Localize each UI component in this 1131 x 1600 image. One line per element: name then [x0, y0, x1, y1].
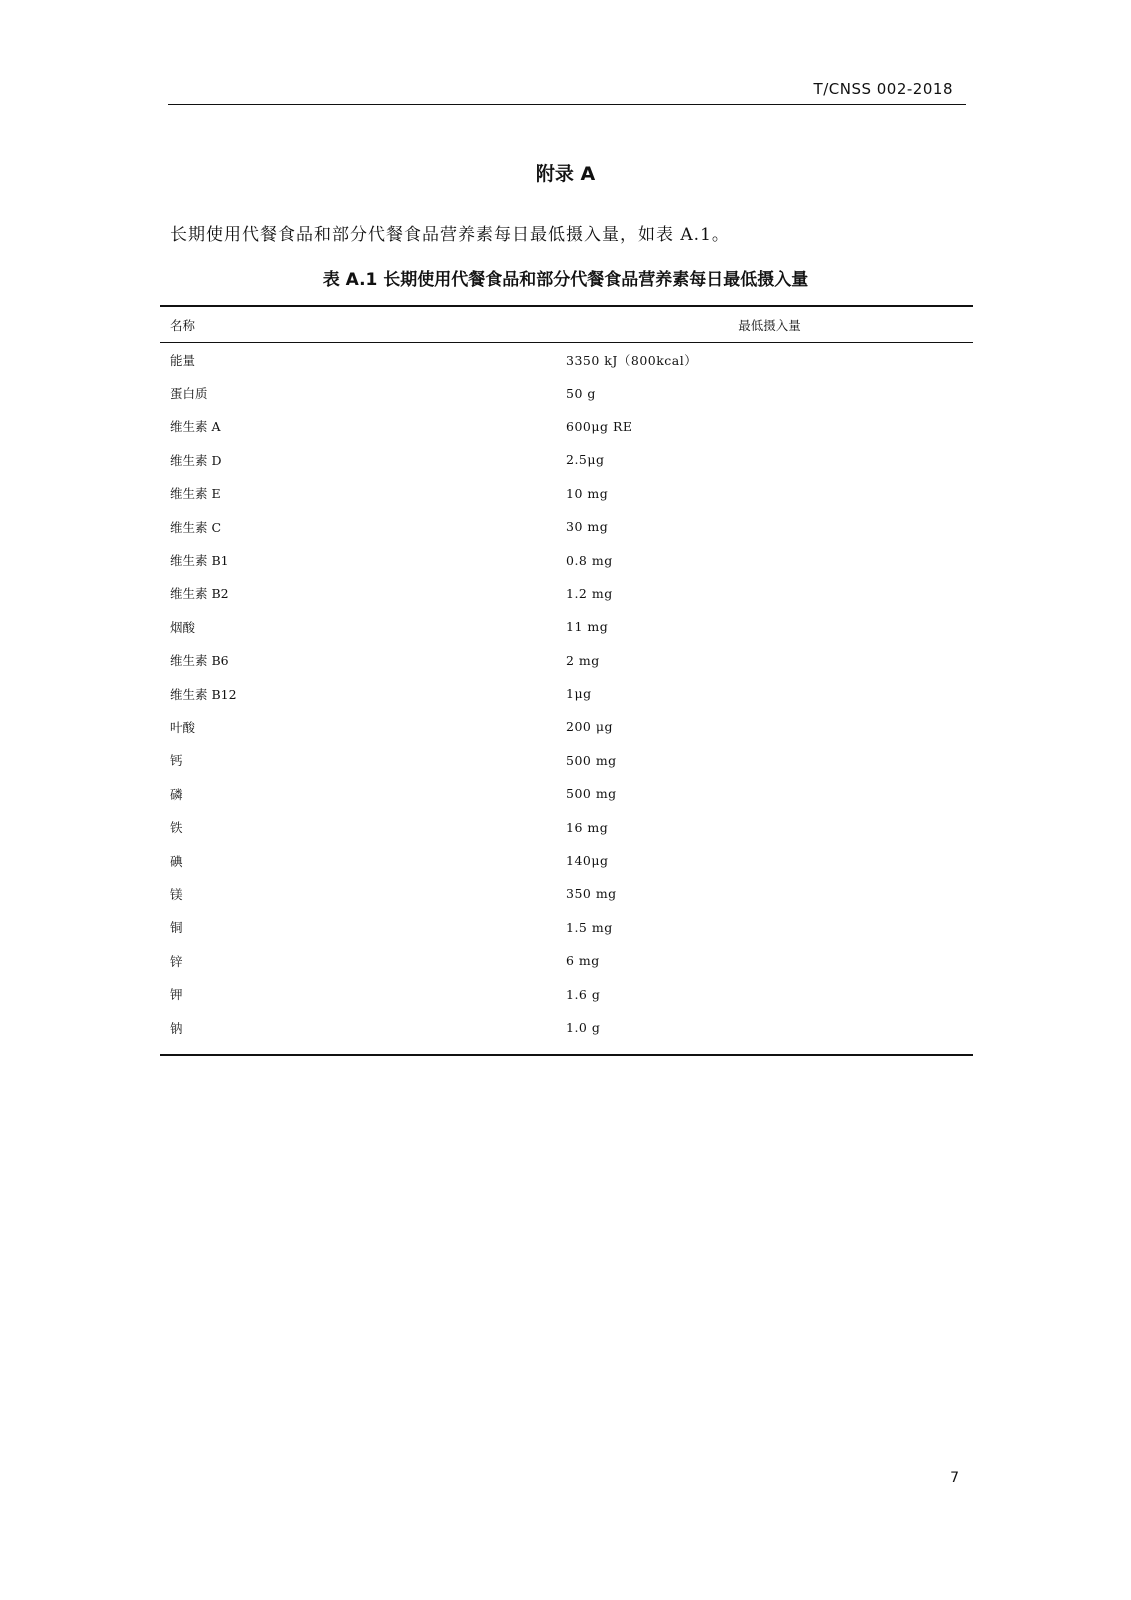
appendix-title: 附录 A: [535, 163, 596, 185]
table-row: [160, 443, 973, 476]
nutrient-name-cell: 钙: [170, 753, 183, 769]
table-row: [160, 1011, 973, 1044]
nutrient-name-cell: 维生素 B6: [170, 653, 229, 669]
nutrient-name-cell: 维生素 D: [170, 452, 222, 468]
min-intake-cell: 600μg RE: [566, 418, 633, 434]
table-row: [160, 510, 973, 543]
page-number: 7: [950, 1470, 959, 1486]
table-row: [160, 543, 973, 576]
min-intake-cell: 140μg: [566, 853, 609, 869]
min-intake-cell: 350 mg: [566, 886, 617, 902]
table-row: [160, 410, 973, 443]
nutrient-name-cell: 烟酸: [170, 619, 196, 635]
nutrient-name-cell: 维生素 B1: [170, 553, 229, 569]
table-row: [160, 644, 973, 677]
min-intake-cell: 1.6 g: [566, 986, 601, 1002]
nutrient-table: [160, 305, 973, 1056]
nutrient-name-cell: 镁: [170, 886, 183, 902]
min-intake-cell: 10 mg: [566, 485, 609, 501]
min-intake-cell: 500 mg: [566, 786, 617, 802]
min-intake-cell: 3350 kJ（800kcal）: [566, 352, 698, 368]
table-body: [160, 343, 973, 1054]
min-intake-cell: 200 μg: [566, 719, 613, 735]
min-intake-cell: 500 mg: [566, 752, 617, 768]
table-row: [160, 777, 973, 810]
nutrient-name-cell: 磷: [170, 786, 183, 802]
table-row: [160, 977, 973, 1010]
nutrient-name-cell: 钾: [170, 987, 183, 1003]
min-intake-cell: 16 mg: [566, 819, 609, 835]
table-row: [160, 877, 973, 910]
table-row: [160, 710, 973, 743]
column-header-name: 名称: [170, 317, 196, 333]
nutrient-name-cell: 维生素 B2: [170, 586, 229, 602]
table-caption: 表 A.1 长期使用代餐食品和部分代餐食品营养素每日最低摄入量: [322, 270, 809, 290]
nutrient-name-cell: 钠: [170, 1020, 183, 1036]
table-row: [160, 610, 973, 643]
nutrient-name-cell: 碘: [170, 853, 183, 869]
min-intake-cell: 2 mg: [566, 652, 600, 668]
min-intake-cell: 0.8 mg: [566, 552, 613, 568]
min-intake-cell: 11 mg: [566, 619, 609, 635]
nutrient-name-cell: 维生素 B12: [170, 686, 237, 702]
nutrient-name-cell: 锌: [170, 953, 183, 969]
nutrient-name-cell: 铁: [170, 820, 183, 836]
table-header-row: [160, 307, 973, 343]
min-intake-cell: 2.5μg: [566, 452, 605, 468]
table-row: [160, 744, 973, 777]
document-code: T/CNSS 002-2018: [813, 80, 953, 98]
table-row: [160, 376, 973, 409]
table-row: [160, 677, 973, 710]
column-header-min-intake: 最低摄入量: [738, 317, 801, 333]
min-intake-cell: 30 mg: [566, 519, 609, 535]
nutrient-name-cell: 维生素 C: [170, 519, 222, 535]
nutrient-name-cell: 维生素 A: [170, 419, 221, 435]
min-intake-cell: 6 mg: [566, 953, 600, 969]
min-intake-cell: 1.5 mg: [566, 919, 613, 935]
nutrient-name-cell: 维生素 E: [170, 486, 221, 502]
nutrient-name-cell: 蛋白质: [170, 386, 208, 402]
min-intake-cell: 1μg: [566, 686, 592, 702]
nutrient-name-cell: 铜: [170, 920, 183, 936]
table-row: [160, 844, 973, 877]
min-intake-cell: 1.0 g: [566, 1020, 601, 1035]
min-intake-cell: 50 g: [566, 385, 596, 401]
table-row: [160, 343, 973, 376]
header-rule: [168, 104, 966, 105]
table-row: [160, 577, 973, 610]
intro-paragraph: 长期使用代餐食品和部分代餐食品营养素每日最低摄入量，如表 A.1。: [170, 225, 730, 245]
table-row: [160, 911, 973, 944]
table-row: [160, 944, 973, 977]
table-row: [160, 810, 973, 843]
nutrient-name-cell: 能量: [170, 352, 196, 368]
nutrient-name-cell: 叶酸: [170, 719, 196, 735]
table-row: [160, 477, 973, 510]
min-intake-cell: 1.2 mg: [566, 585, 613, 601]
